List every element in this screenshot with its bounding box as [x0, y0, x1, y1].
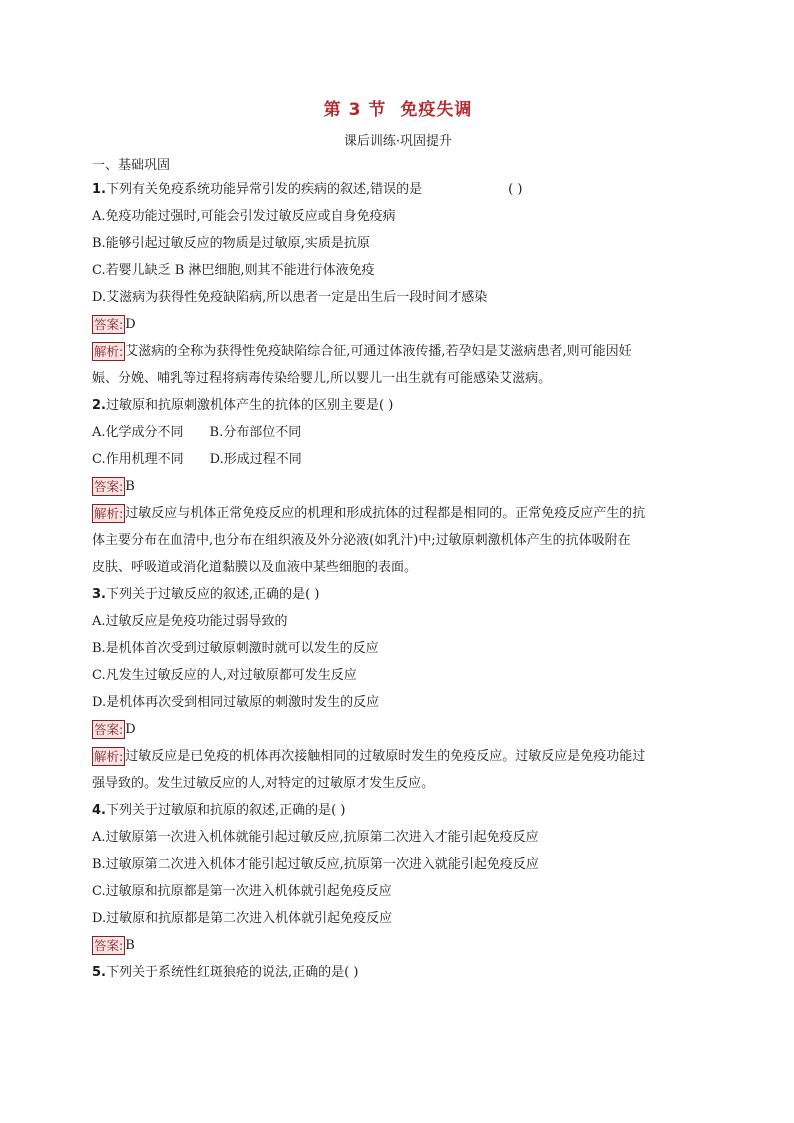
option-d: D.形成过程不同: [209, 452, 302, 467]
answer-row: [92, 932, 704, 959]
question-stem: [92, 797, 704, 824]
analysis-block: [92, 338, 704, 392]
answer-paren: ( ): [508, 182, 523, 197]
question-text: 下列关于过敏反应的叙述,正确的是: [105, 587, 306, 602]
analysis-tag: 解析:: [94, 749, 124, 764]
analysis-text: 皮肤、呼吸道或消化道黏膜以及血液中某些细胞的表面。: [92, 560, 418, 575]
option-c: C.过敏原和抗原都是第一次进入机体就引起免疫反应: [92, 884, 392, 899]
question-text: 下列有关免疫系统功能异常引发的疾病的叙述,错误的是: [105, 182, 423, 197]
title-section-number: 第 3 节: [323, 100, 387, 120]
question-3: [92, 581, 704, 797]
option-d: D.是机体再次受到相同过敏原的刺激时发生的反应: [92, 695, 380, 710]
question-number: 2.: [92, 398, 106, 413]
option-b: B.过敏原第二次进入机体才能引起过敏反应,抗原第一次进入就能引起免疫反应: [92, 857, 539, 872]
analysis-text: 娠、分娩、哺乳等过程将病毒传染给婴儿,所以婴儿一出生就有可能感染艾滋病。: [92, 371, 552, 386]
title-topic: 免疫失调: [400, 100, 473, 120]
analysis-text: 过敏反应是已免疫的机体再次接触相同的过敏原时发生的免疫反应。过敏反应是免疫功能过: [125, 749, 646, 764]
answer-row: [92, 311, 704, 338]
answer-row: [92, 716, 704, 743]
answer-row: [92, 473, 704, 500]
analysis-text: 过敏反应与机体正常免疫反应的机理和形成抗体的过程都是相同的。正常免疫反应产生的抗: [125, 506, 646, 521]
option-b: B.能够引起过敏反应的物质是过敏原,实质是抗原: [92, 236, 370, 251]
analysis-block: [92, 743, 704, 797]
option-c: C.凡发生过敏反应的人,对过敏原都可发生反应: [92, 668, 357, 683]
answer-tag: 答案:: [94, 317, 124, 332]
analysis-tag: 解析:: [94, 506, 124, 521]
analysis-text: 体主要分布在血清中,也分布在组织液及外分泌液(如乳汁)中;过敏原刺激机体产生的抗体吸附在: [92, 533, 631, 548]
answer-paren: ( ): [305, 587, 320, 602]
question-number: 1.: [92, 182, 106, 197]
question-number: 4.: [92, 803, 106, 818]
answer-tag: 答案:: [94, 479, 124, 494]
question-number: 5.: [92, 965, 106, 980]
question-text: 下列关于系统性红斑狼疮的说法,正确的是: [105, 965, 345, 980]
question-stem: [92, 959, 704, 986]
question-stem: [92, 581, 704, 608]
worksheet-page: [92, 96, 704, 986]
question-text: 下列关于过敏原和抗原的叙述,正确的是: [105, 803, 332, 818]
answer-paren: ( ): [379, 398, 394, 413]
option-d: D.过敏原和抗原都是第二次进入机体就引起免疫反应: [92, 911, 393, 926]
page-title: [92, 96, 704, 124]
analysis-text: 艾滋病的全称为获得性免疫缺陷综合征,可通过体液传播,若孕妇是艾滋病患者,则可能因妊: [125, 344, 632, 359]
option-row: [92, 446, 704, 473]
question-1: [92, 176, 704, 392]
analysis-tag: 解析:: [94, 344, 124, 359]
answer-value: D: [125, 317, 136, 332]
option-c: C.若婴儿缺乏 B 淋巴细胞,则其不能进行体液免疫: [92, 263, 375, 278]
answer-paren: ( ): [331, 803, 346, 818]
question-text: 过敏原和抗原刺激机体产生的抗体的区别主要是: [105, 398, 379, 413]
section-heading: 一、基础巩固: [92, 158, 171, 173]
option-row: [92, 419, 704, 446]
option-b: B.是机体首次受到过敏原刺激时就可以发生的反应: [92, 641, 379, 656]
answer-value: D: [125, 722, 136, 737]
option-c: C.作用机理不同: [92, 452, 184, 467]
answer-tag: 答案:: [94, 938, 124, 953]
question-2: [92, 392, 704, 581]
option-a: A.化学成分不同: [92, 425, 184, 440]
question-stem: [92, 176, 704, 203]
question-number: 3.: [92, 587, 106, 602]
answer-value: B: [125, 938, 135, 953]
question-stem: [92, 392, 704, 419]
option-a: A.免疫功能过强时,可能会引发过敏反应或自身免疫病: [92, 209, 396, 224]
question-5: [92, 959, 704, 986]
option-a: A.过敏反应是免疫功能过弱导致的: [92, 614, 288, 629]
analysis-text: 强导致的。发生过敏反应的人,对特定的过敏原才发生反应。: [92, 776, 435, 791]
option-a: A.过敏原第一次进入机体就能引起过敏反应,抗原第二次进入才能引起免疫反应: [92, 830, 539, 845]
analysis-block: [92, 500, 704, 581]
answer-tag: 答案:: [94, 722, 124, 737]
option-d: D.艾滋病为获得性免疫缺陷病,所以患者一定是出生后一段时间才感染: [92, 290, 488, 305]
answer-value: B: [125, 479, 135, 494]
answer-paren: ( ): [344, 965, 359, 980]
question-4: [92, 797, 704, 959]
page-subtitle: 课后训练·巩固提升: [343, 134, 453, 149]
option-b: B.分布部位不同: [209, 425, 302, 440]
